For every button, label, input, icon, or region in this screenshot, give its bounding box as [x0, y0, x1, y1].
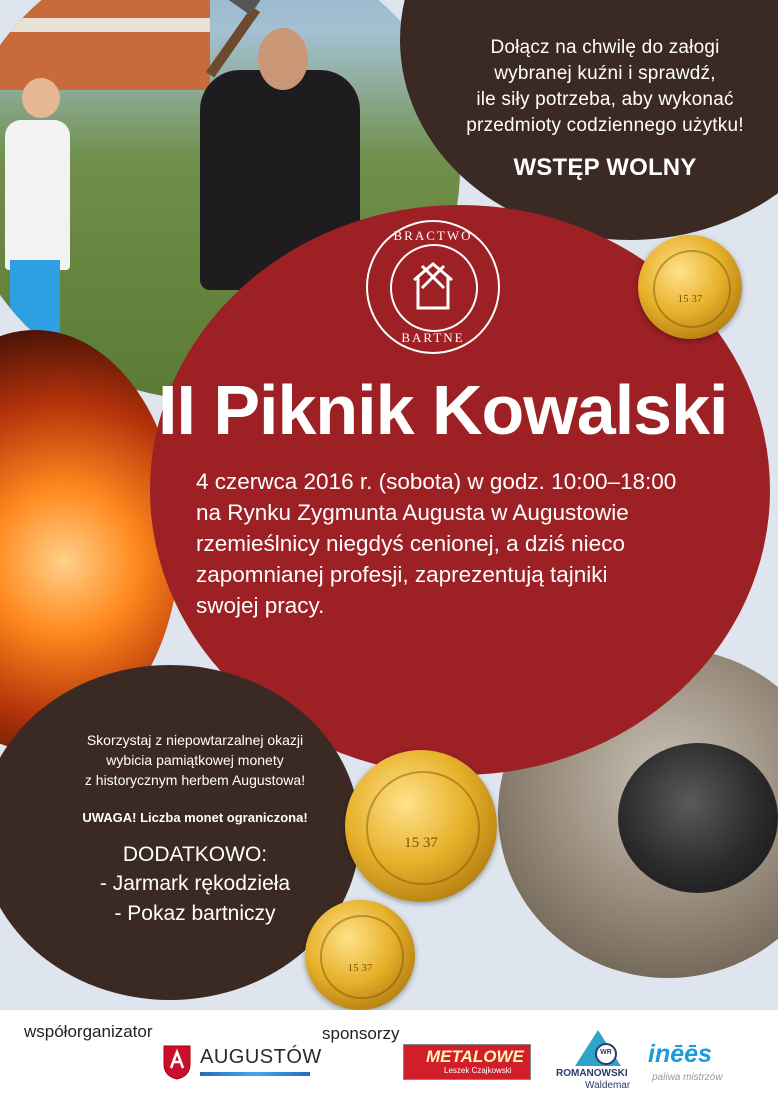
logo-bottom-text: BARTNE	[401, 330, 465, 345]
coin-top-right	[638, 235, 742, 339]
augustow-wave	[200, 1072, 310, 1076]
child-head	[22, 78, 60, 118]
hammer-handle	[206, 6, 260, 77]
top-line: wybranej kuźni i sprawdź,	[494, 63, 716, 84]
sponsors-label: sponsorzy	[322, 1024, 400, 1043]
augustow-crest-icon	[162, 1044, 192, 1080]
logo-top-text: BRACTWO	[393, 228, 473, 243]
event-description	[196, 466, 736, 621]
coin-year: 15 37	[347, 961, 373, 974]
extras-item: - Jarmark rękodzieła	[99, 872, 291, 895]
ines-subtext: paliwa mistrzów	[652, 1072, 723, 1083]
coin-year: 15 37	[404, 835, 438, 852]
top-right-text	[450, 35, 760, 181]
metalowe-text: METALOWE	[426, 1047, 524, 1066]
ines-logo-text: inēēs	[648, 1040, 712, 1068]
metalowe-subtext: Leszek Czajkowski	[444, 1066, 512, 1075]
house-icon	[408, 260, 458, 312]
romanowski-badge-text: WR	[600, 1049, 612, 1056]
blacksmith-head	[258, 28, 308, 90]
footer	[0, 1010, 778, 1100]
description-line: 4 czerwca 2016 r. (sobota) w godz. 10:00–18:00	[196, 469, 677, 494]
iron-rose-shape	[618, 743, 778, 893]
coin-rim	[653, 250, 732, 329]
extras-item: - Pokaz bartniczy	[114, 902, 276, 925]
building-shape	[0, 0, 210, 90]
description-line: swojej pracy.	[196, 593, 325, 618]
child-figure	[5, 120, 70, 270]
coin-small	[305, 900, 415, 1010]
metalowe-logo	[403, 1044, 531, 1080]
entry-free-label: WSTĘP WOLNY	[513, 154, 697, 181]
top-line: Dołącz na chwilę do załogi	[490, 37, 720, 58]
event-title: II Piknik Kowalski	[158, 371, 728, 449]
romanowski-text: ROMANOWSKI	[556, 1068, 628, 1079]
bottom-left-text	[40, 730, 350, 929]
offer-line: Skorzystaj z niepowtarzalnej okazji	[86, 732, 304, 748]
coin-rim	[366, 771, 479, 884]
romanowski-triangle-icon	[573, 1028, 623, 1068]
building-balcony	[0, 18, 210, 32]
coin-rim	[320, 915, 403, 998]
description-line: rzemieślnicy niegdyś cenionej, a dziś nieco	[196, 531, 625, 556]
extras-title: DODATKOWO:	[122, 843, 268, 866]
coin-large	[345, 750, 497, 902]
augustow-logo-text: AUGUSTÓW	[200, 1046, 322, 1068]
coorganizer-label: współorganizator	[24, 1022, 153, 1041]
warning-label: UWAGA! Liczba monet ograniczona!	[82, 810, 308, 825]
top-line: przedmioty codziennego użytku!	[466, 115, 744, 136]
coin-year: 15 37	[677, 293, 703, 306]
bractwo-logo	[366, 220, 500, 354]
description-line: na Rynku Zygmunta Augusta w Augustowie	[196, 500, 629, 525]
description-line: zapomnianej profesji, zaprezentują tajniki	[196, 562, 608, 587]
romanowski-subtext: Waldemar	[585, 1080, 631, 1091]
top-line: ile siły potrzeba, aby wykonać	[476, 89, 734, 110]
offer-line: z historycznym herbem Augustowa!	[84, 772, 306, 788]
offer-line: wybicia pamiątkowej monety	[106, 752, 284, 768]
